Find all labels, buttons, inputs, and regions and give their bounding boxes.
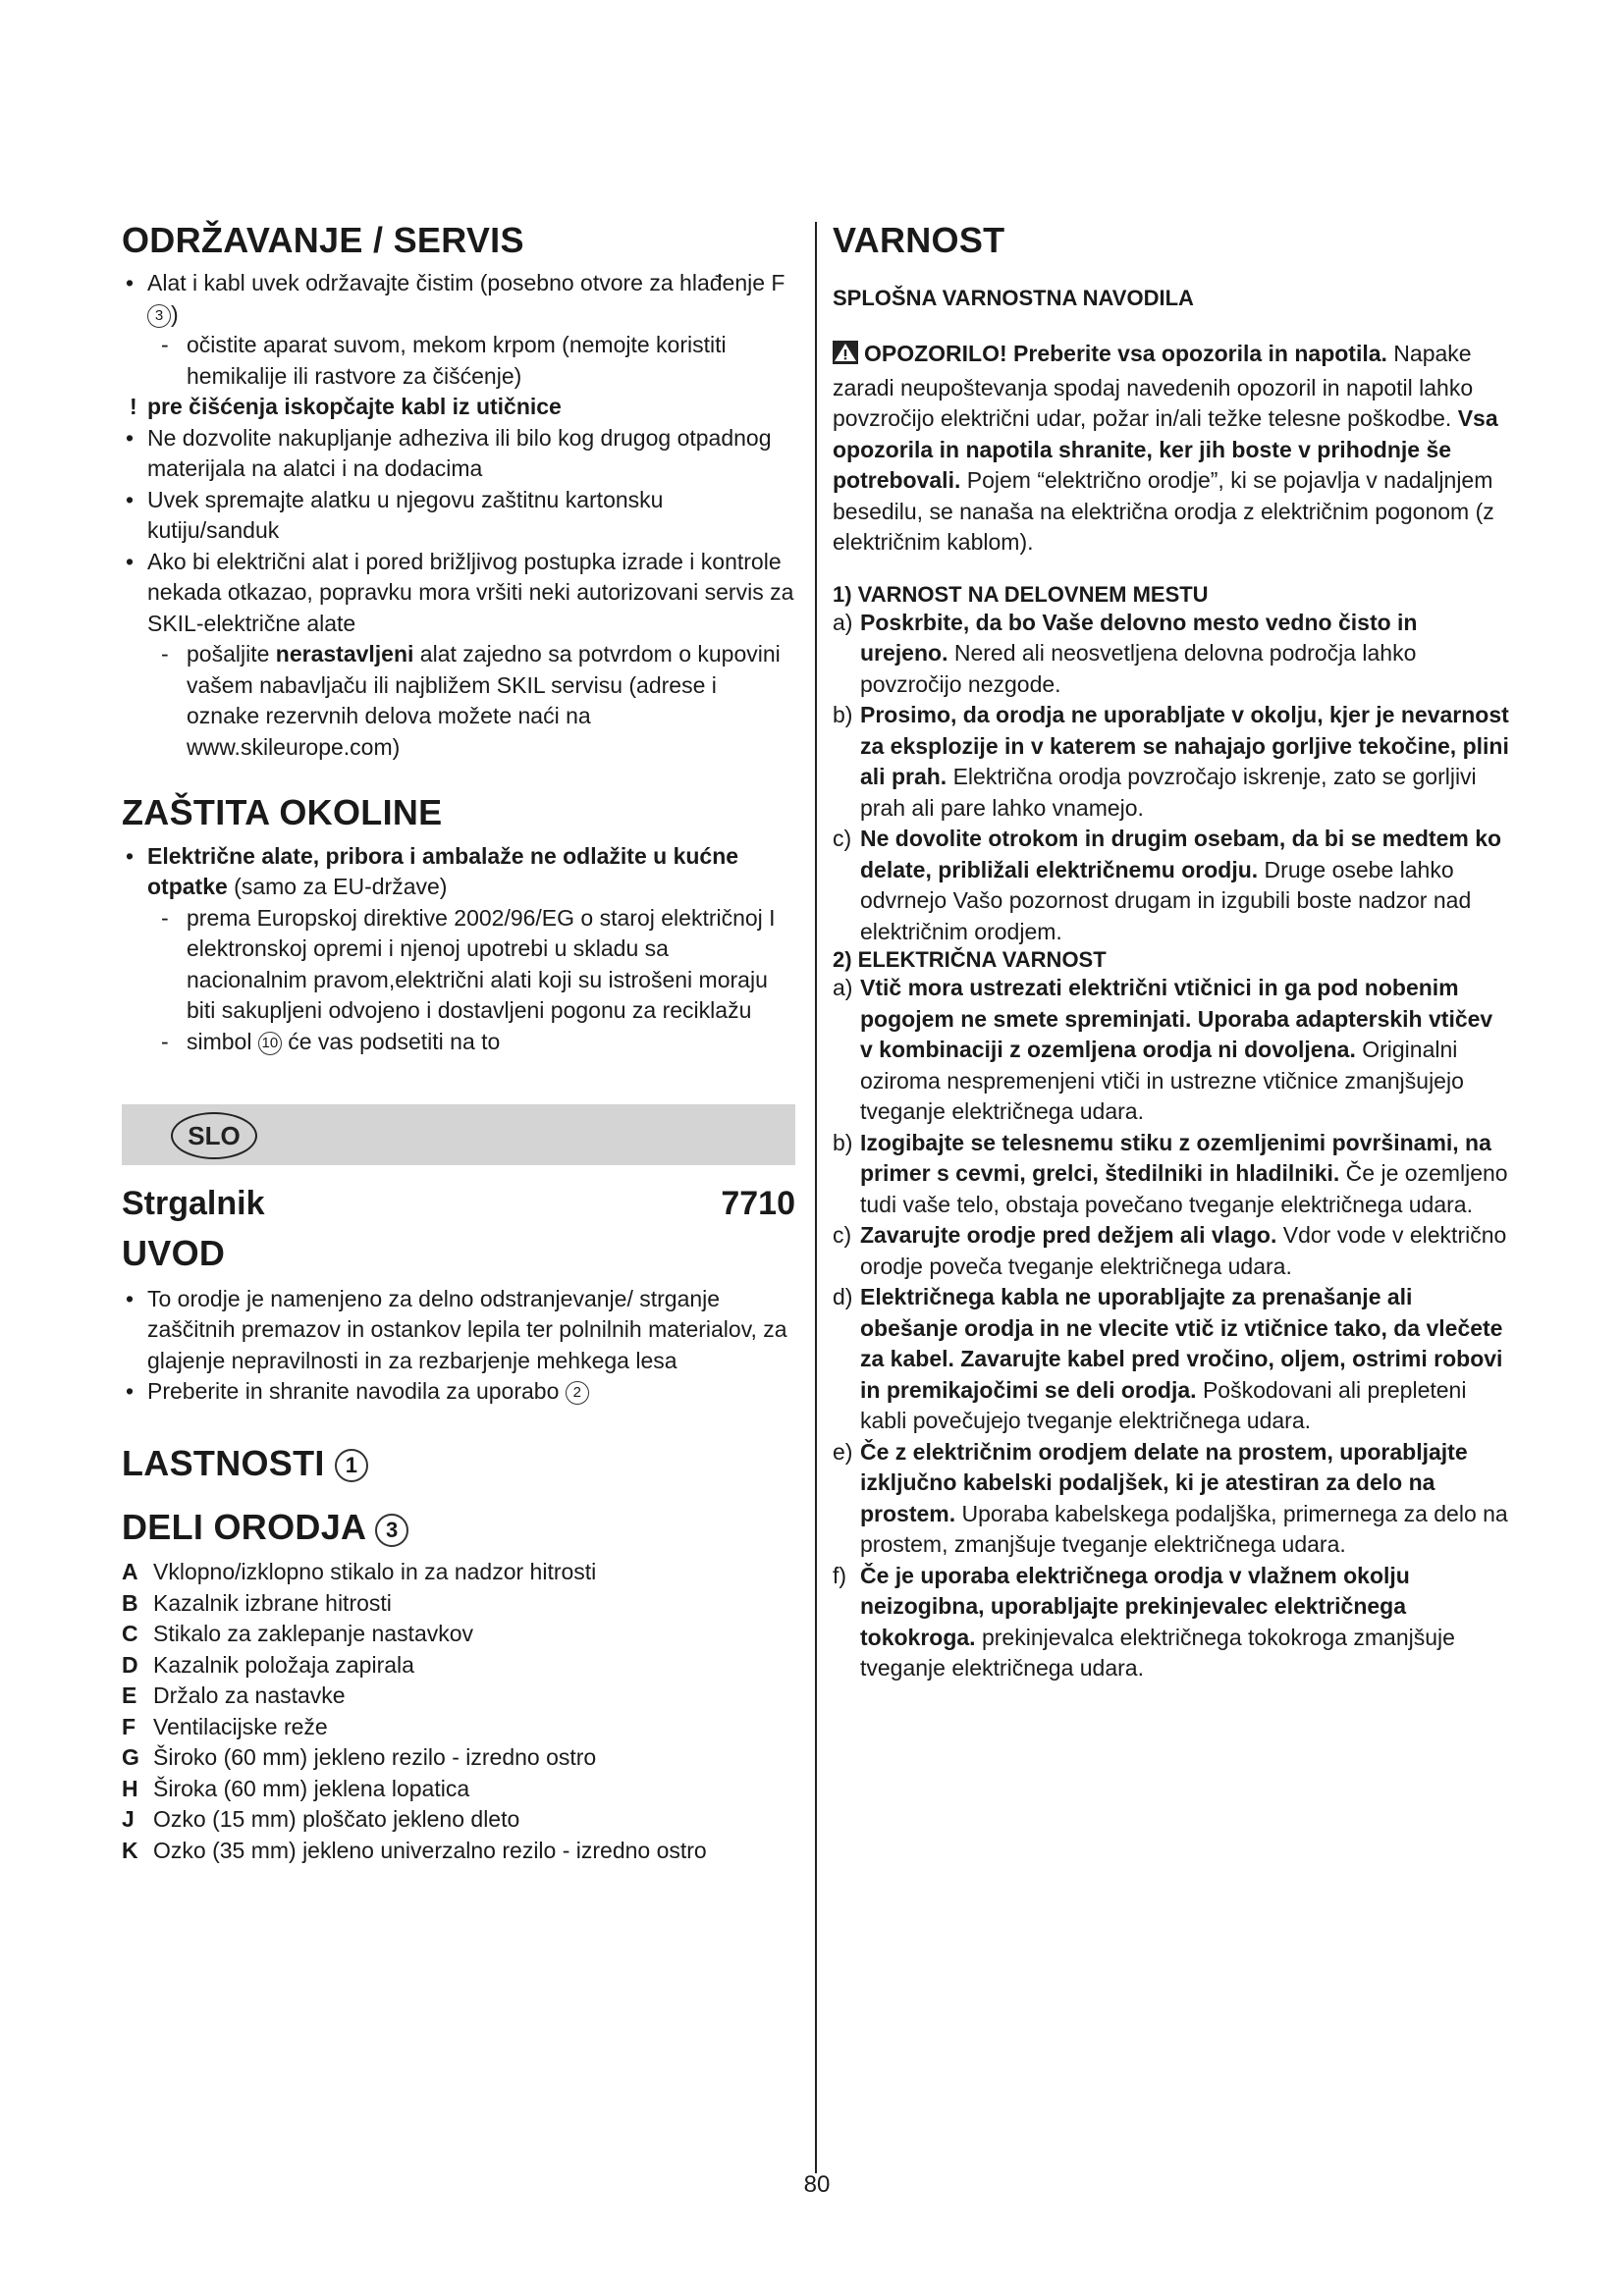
safety-item-letter: b): [833, 702, 853, 728]
safety-item-bold: Zavarujte orodje pred dežjem ali vlago.: [860, 1222, 1277, 1249]
safety-item: [833, 700, 1510, 824]
parts-item: [122, 1804, 707, 1836]
safety-item-letter: e): [833, 1438, 853, 1465]
parts-item: [122, 1836, 707, 1867]
safety-item-bold: Izogibajte se telesnemu stiku z ozemljenimi površinami, na primer s cevmi, grelci, štedilniki in hladilniki.: [860, 1129, 1491, 1187]
safety-item-letter: d): [833, 1284, 853, 1310]
safety-item-bold: Ne dovolite otrokom in drugim osebam, da bi se medtem ko delate, približali električnemu orodju.: [860, 826, 1502, 882]
parts-item-label: Ozko (35 mm) jekleno univerzalno rezilo - izredno ostro: [153, 1837, 707, 1863]
safety-item-text: Poškodovani ali prepleteni kabli povečujejo tveganje električnega udara.: [860, 1376, 1467, 1434]
intro-section: [122, 1284, 795, 1408]
parts-item-key: E: [122, 1682, 137, 1709]
safety-heading: VARNOST: [833, 220, 1005, 260]
parts-item-label: Vklopno/izklopno stikalo in za nadzor hitrosti: [153, 1559, 597, 1585]
safety-item-bold: Če je uporaba električnega orodja v vlažnem okolju neizogibna, uporabljajte prekinjevalec električnega tokokroga.: [860, 1562, 1410, 1650]
general-safety-subheading: SPLOŠNA VARNOSTNA NAVODILA: [833, 286, 1194, 311]
recycle-symbol-ref: 10: [258, 1032, 282, 1055]
parts-item-label: Ventilacijske reže: [153, 1713, 328, 1739]
maintenance-bullet-3: • Uvek spremajte alatku u njegovu zaštitnu kartonsku kutiju/sanduk: [122, 485, 795, 547]
safety-item-bold: Prosimo, da orodja ne uporabljate v okolju, kjer je nevarnost za eksplozije in v katerem se nahajajo gorljive tekočine, plini ali prah.: [860, 702, 1509, 790]
environment-dash-1: - prema Europskoj direktive 2002/96/EG o staroj električnoj I elektronskoj opremi i njenoj upotrebi u skladu sa nacionalnim pravom,električni alati koji su istrošeni moraju biti sakupljeni odvojeno i dostavljeni pogonu za reciklažu: [147, 903, 795, 1027]
parts-item-label: Ozko (15 mm) ploščato jekleno dleto: [153, 1806, 520, 1833]
column-divider: [815, 222, 817, 2173]
figure-ref-1: 1: [335, 1449, 368, 1482]
parts-list: [122, 1557, 707, 1866]
safety-item: [833, 608, 1510, 701]
safety-item-text: prekinjevalca električnega tokokroga zmanjšuje tveganje električnega udara.: [860, 1624, 1455, 1682]
environment-dash-2: - simbol 10 će vas podsetiti na to: [147, 1027, 795, 1058]
safety-item: [833, 973, 1510, 1128]
parts-item: [122, 1650, 707, 1682]
parts-item-key: A: [122, 1559, 138, 1585]
safety-item-text: Vdor vode v električno orodje poveča tveganje električnega udara.: [860, 1222, 1507, 1279]
safety-item-letter: c): [833, 1222, 852, 1249]
maintenance-bullet-1: • Alat i kabl uvek održavajte čistim (posebno otvore za hlađenje F 3 ) - očistite aparat suvom, mekom krpom (nemojte koristiti hemikalije ili rastvore za čišćenje): [122, 268, 795, 392]
maintenance-dash-1: - očistite aparat suvom, mekom krpom (nemojte koristiti hemikalije ili rastvore za čišćenje): [147, 330, 795, 392]
safety-item-bold: Električnega kabla ne uporabljajte za prenašanje ali obešanje orodja in ne vlecite vtič iz vtičnice tako, da vlečete za kabel. Zavarujte kabel pred vročino, oljem, ostrimi robovi in premikajočimi se deli orodja.: [860, 1284, 1503, 1403]
parts-item: [122, 1681, 707, 1712]
safety-item-text: Uporaba kabelskega podaljška, primernega za delo na prostem, zmanjšuje tveganje električnega udara.: [860, 1500, 1508, 1558]
page-number: 80: [803, 2171, 831, 2198]
left-column: [122, 220, 795, 1866]
parts-item-label: Držalo za nastavke: [153, 1682, 346, 1709]
language-bar: [122, 1104, 795, 1165]
maintenance-bullet-4: • Ako bi električni alat i pored brižljivog postupka izrade i kontrole nekada otkazao, popravku mora vršiti neki autorizovani servis za SKIL-električne alate - pošaljite nerastavljeni alat zajedno sa potvrdom o kupovini vašem nabavljaču ili najbližem SKIL servisu (adrese i oznake rezervnih delova možete naći na www.skileurope.com): [122, 547, 795, 764]
maintenance-warning: ! pre čišćenja iskopčajte kabl iz utičnice: [122, 392, 795, 423]
product-title-row: [122, 1185, 795, 1223]
safety-item-text: Električna orodja povzročajo iskrenje, zato se gorljivi prah ali pare lahko vnamejo.: [860, 764, 1477, 821]
intro-heading: UVOD: [122, 1233, 226, 1274]
parts-item: [122, 1712, 707, 1743]
parts-item: [122, 1557, 707, 1588]
parts-item-label: Široka (60 mm) jeklena lopatica: [153, 1775, 470, 1801]
safety-item-letter: a): [833, 609, 853, 635]
parts-item-key: G: [122, 1744, 139, 1771]
safety-item: [833, 824, 1510, 947]
warning-triangle-icon: [833, 341, 858, 373]
language-badge: SLO: [171, 1112, 257, 1159]
safety-item: [833, 1220, 1510, 1282]
workplace-safety-heading: 1) VARNOST NA DELOVNEM MESTU: [833, 581, 1209, 607]
product-name: Strgalnik: [122, 1185, 265, 1223]
intro-bullet-2: • Preberite in shranite navodila za uporabo 2: [122, 1376, 795, 1408]
maintenance-heading: ODRŽAVANJE / SERVIS: [122, 220, 524, 260]
safety-item: [833, 1561, 1510, 1684]
product-code: 7710: [721, 1185, 795, 1223]
parts-item-key: J: [122, 1806, 135, 1833]
parts-item: [122, 1619, 707, 1650]
exclamation-icon: !: [130, 394, 137, 420]
intro-bullet-1: • To orodje je namenjeno za delno odstranjevanje/ strganje zaščitnih premazov in ostankov lepila ter polnilnih materialov, za glajenje nepravilnosti in za rezbarjenje mehkega lesa: [122, 1284, 795, 1377]
safety-item-text: Druge osebe lahko odvrnejo Vašo pozornost drugam in izgubili boste nadzor nad električnim orodjem.: [860, 856, 1472, 944]
safety-item-letter: a): [833, 975, 853, 1001]
safety-item-bold: Poskrbite, da bo Vaše delovno mesto vedno čisto in urejeno.: [860, 609, 1418, 667]
parts-item-key: K: [122, 1837, 138, 1863]
parts-item-label: Široko (60 mm) jekleno rezilo - izredno ostro: [153, 1744, 597, 1771]
maintenance-dash-2: - pošaljite nerastavljeni alat zajedno sa potvrdom o kupovini vašem nabavljaču ili najbližem SKIL servisu (adrese i oznake rezervnih delova možete naći na www.skileurope.com): [147, 639, 795, 763]
parts-item-label: Kazalnik položaja zapirala: [153, 1651, 414, 1678]
safety-item-text: Nered ali neosvetljena delovna področja lahko povzročijo nezgode.: [860, 640, 1417, 697]
safety-item-letter: f): [833, 1562, 847, 1588]
parts-item: [122, 1588, 707, 1620]
environment-section: [122, 841, 795, 1058]
parts-item-key: D: [122, 1651, 138, 1678]
safety-item-bold: Vtič mora ustrezati električni vtičnici in ga pod nobenim pogojem ne smete spreminjati. Uporaba adapterskih vtičev v kombinaciji z ozemljena orodja ni dovoljena.: [860, 975, 1493, 1063]
parts-item-key: H: [122, 1775, 138, 1801]
parts-item: [122, 1742, 707, 1774]
right-column: [833, 220, 1510, 1684]
maintenance-bullet-2: • Ne dozvolite nakupljanje adheziva ili bilo kog drugog otpadnog materijala na alatci i na dodacima: [122, 423, 795, 485]
safety-item: [833, 1282, 1510, 1437]
safety-item-text: Originalni oziroma nespremenjeni vtiči in ustrezne vtičnice zmanjšujejo tveganje električnega udara.: [860, 1037, 1464, 1125]
parts-heading: DELI ORODJA 3: [122, 1507, 795, 1547]
safety-item: [833, 1128, 1510, 1221]
parts-item-label: Kazalnik izbrane hitrosti: [153, 1589, 392, 1616]
safety-item-bold: Če z električnim orodjem delate na prostem, uporabljajte izključno kabelski podaljšek, ki je atestiran za delo na prostem.: [860, 1438, 1468, 1526]
figure-ref-2: 2: [566, 1381, 589, 1405]
parts-item-key: B: [122, 1589, 138, 1616]
general-warning: OPOZORILO! Preberite vsa opozorila in napotila. Napake zaradi neupoštevanja spodaj navedenih opozoril in napotil lahko povzročijo električni udar, požar in/ali težke telesne poškodbe. Vsa opozorila in napotila shranite, ker jih boste v prihodnje še potrebovali. Pojem “električno orodje”, ki se pojavlja v nadaljnjem besedilu, se nanaša na električna orodja z električnim pogonom (z električnim kablom).: [833, 341, 1498, 556]
safety-item-text: Če je ozemljeno tudi vaše telo, obstaja povečano tveganje električnega udara.: [860, 1160, 1508, 1217]
workplace-safety-list: [833, 608, 1510, 948]
safety-item-letter: b): [833, 1129, 853, 1155]
parts-item: [122, 1774, 707, 1805]
figure-ref-3: 3: [147, 304, 171, 328]
figure-ref-3: 3: [375, 1514, 408, 1547]
parts-item-key: C: [122, 1621, 138, 1647]
environment-heading: ZAŠTITA OKOLINE: [122, 792, 443, 833]
electrical-safety-heading: 2) ELEKTRIČNA VARNOST: [833, 947, 1107, 973]
safety-item: [833, 1437, 1510, 1561]
environment-bullet-1: • Električne alate, pribora i ambalaže ne odlažite u kućne otpatke (samo za EU-države) - prema Europskoj direktive 2002/96/EG o staroj električnoj I elektronskoj opremi i njenoj upotrebi u skladu sa nacionalnim pravom,električni alati koji su istrošeni moraju biti sakupljeni odvojeno i dostavljeni pogonu za reciklažu - simbol 10 će vas podsetiti na to: [122, 841, 795, 1058]
features-heading: LASTNOSTI 1: [122, 1443, 795, 1483]
electrical-safety-list: [833, 973, 1510, 1684]
parts-item-label: Stikalo za zaklepanje nastavkov: [153, 1621, 474, 1647]
parts-item-key: F: [122, 1713, 136, 1739]
maintenance-section: [122, 268, 795, 763]
safety-item-letter: c): [833, 826, 852, 852]
